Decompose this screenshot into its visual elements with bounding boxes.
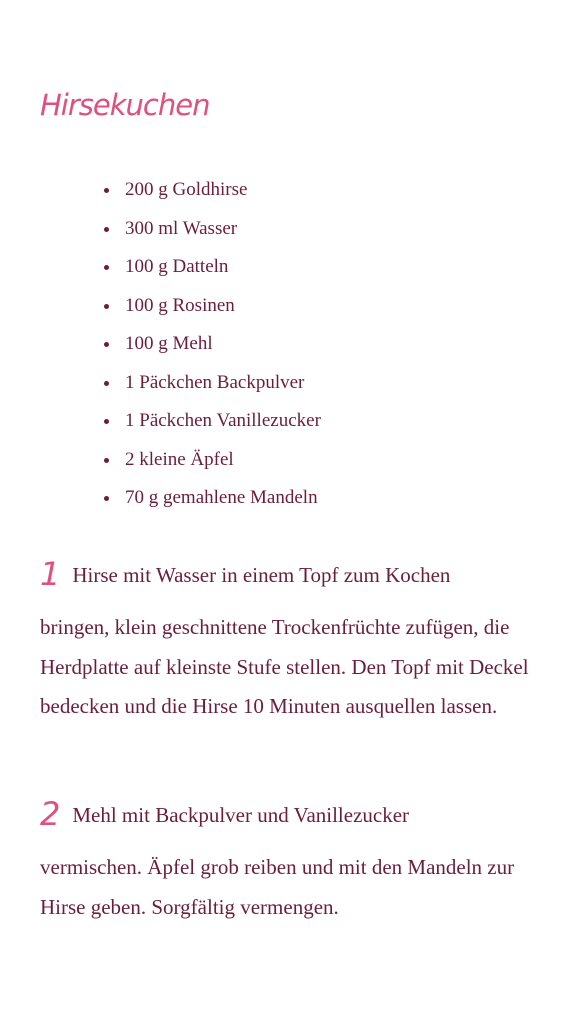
recipe-title: Hirsekuchen (40, 88, 210, 122)
ingredient-item: 1 Päckchen Backpulver (104, 365, 321, 404)
step-first-text: Hirse mit Wasser in einem Topf zum Kochen (72, 563, 451, 587)
ingredient-list (104, 172, 321, 519)
step-first-text: Mehl mit Backpulver und Vanillezucker (72, 803, 410, 827)
step-first-line (40, 792, 530, 836)
ingredient-item: 100 g Datteln (104, 249, 321, 288)
ingredient-item: 100 g Rosinen (104, 288, 321, 327)
ingredient-item: 300 ml Wasser (104, 211, 321, 250)
ingredient-item: 2 kleine Äpfel (104, 442, 321, 481)
step-1 (40, 552, 530, 727)
step-body: vermischen. Äpfel grob reiben und mit den Mandeln zur Hirse geben. Sorgfältig vermengen. (40, 855, 515, 919)
step-number: 1 (40, 555, 61, 593)
ingredient-item: 70 g gemahlene Mandeln (104, 480, 321, 519)
step-body: bringen, klein geschnittene Trockenfrüchte zufügen, die Herdplatte auf kleinste Stufe stellen. Den Topf mit Deckel bedecken und die Hirse 10 Minuten ausquellen lassen. (40, 615, 529, 718)
step-number: 2 (40, 795, 61, 833)
ingredient-item: 200 g Goldhirse (104, 172, 321, 211)
step-2 (40, 792, 530, 927)
ingredient-item: 100 g Mehl (104, 326, 321, 365)
step-first-line (40, 552, 530, 596)
ingredient-item: 1 Päckchen Vanillezucker (104, 403, 321, 442)
